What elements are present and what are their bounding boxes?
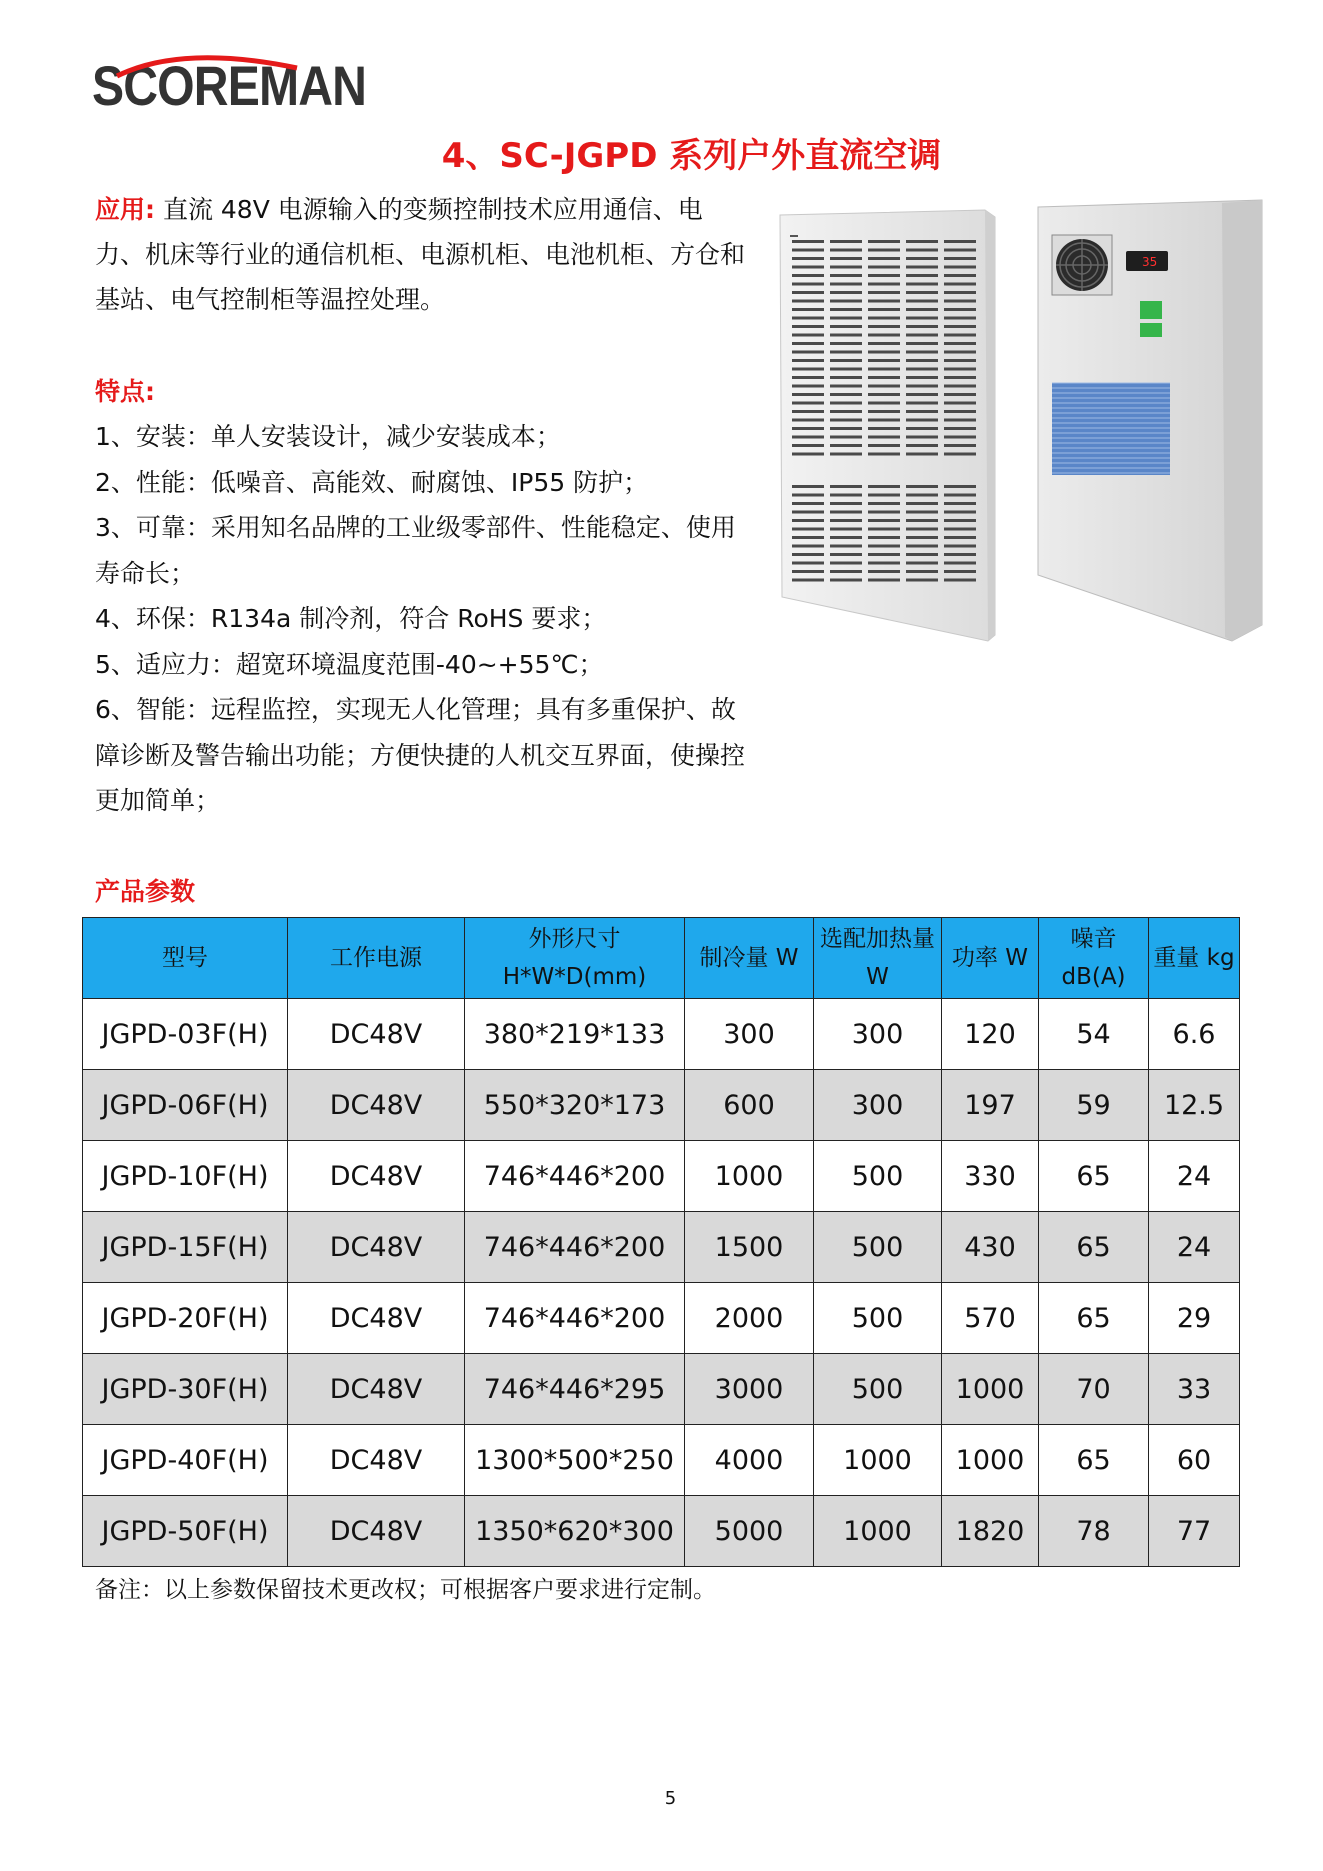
vent-slot (906, 494, 938, 497)
vent-slot (830, 351, 862, 354)
vent-slot (944, 536, 976, 539)
vent-slot (792, 240, 824, 243)
vent-slot (868, 283, 900, 286)
vent-slot (906, 240, 938, 243)
vent-slot (830, 545, 862, 548)
vent-slot (830, 249, 862, 252)
table-cell: 65 (1039, 1283, 1149, 1354)
table-cell: DC48V (288, 1354, 465, 1425)
table-cell: 65 (1039, 1425, 1149, 1496)
controller-display (1126, 251, 1168, 271)
vent-slot (944, 359, 976, 362)
vent-slot (944, 545, 976, 548)
vent-slot (830, 570, 862, 573)
table-row (83, 1070, 1240, 1141)
vent-slot (792, 553, 824, 556)
vent-slot (792, 342, 824, 345)
vent-slot (830, 502, 862, 505)
vent-slot (792, 444, 824, 447)
vent-slot (944, 485, 976, 488)
vent-slot (906, 300, 938, 303)
table-cell: 380*219*133 (465, 999, 685, 1070)
table-cell: DC48V (288, 999, 465, 1070)
vent-slot (868, 257, 900, 260)
vent-slot (792, 300, 824, 303)
vent-slot (868, 519, 900, 522)
vent-slot (944, 419, 976, 422)
vent-slot (868, 453, 900, 456)
vent-slot (792, 436, 824, 439)
vent-slot (944, 274, 976, 277)
table-cell: 330 (942, 1141, 1039, 1212)
col-header: 重量 kg (1149, 918, 1240, 999)
vent-slot (868, 485, 900, 488)
table-cell: 1000 (942, 1354, 1039, 1425)
vent-slot (792, 519, 824, 522)
table-cell: 570 (942, 1283, 1039, 1354)
table-cell: DC48V (288, 1141, 465, 1212)
vent-slot (868, 419, 900, 422)
vent-slot (792, 562, 824, 565)
table-cell: 12.5 (1149, 1070, 1240, 1141)
table-cell: 65 (1039, 1141, 1149, 1212)
vent-slot (830, 579, 862, 582)
vent-slot (792, 528, 824, 531)
vent-slot (906, 453, 938, 456)
vent-slot (830, 519, 862, 522)
col-header: 工作电源 (288, 918, 465, 999)
logo-swoosh-icon (112, 50, 302, 80)
display-readout: 35 (1142, 255, 1158, 269)
vent-slot (944, 325, 976, 328)
vent-slot (906, 562, 938, 565)
features-heading: 特点: (95, 377, 155, 406)
table-cell: 746*446*200 (465, 1141, 685, 1212)
table-cell: DC48V (288, 1496, 465, 1567)
vent-slot (906, 536, 938, 539)
vent-slot (906, 427, 938, 430)
vent-slot (868, 545, 900, 548)
vent-slot (792, 410, 824, 413)
vent-slot (868, 317, 900, 320)
fan-icon (1052, 235, 1112, 295)
vent-slot (830, 402, 862, 405)
vent-slot (868, 240, 900, 243)
col-header: 功率 W (942, 918, 1039, 999)
vent-slot (792, 283, 824, 286)
vent-slot (830, 419, 862, 422)
vent-slot (944, 511, 976, 514)
params-heading: 产品参数 (95, 877, 196, 906)
vent-slot (944, 502, 976, 505)
vent-slot (792, 249, 824, 252)
vent-slot (944, 240, 976, 243)
vent-slot (944, 351, 976, 354)
vent-slot (868, 274, 900, 277)
vent-slot (830, 453, 862, 456)
feature-item: 2、性能：低噪音、高能效、耐腐蚀、IP55 防护； (95, 467, 649, 497)
vent-slot (868, 511, 900, 514)
vent-slot (868, 579, 900, 582)
table-row (83, 1141, 1240, 1212)
col-header: 型号 (83, 918, 288, 999)
vent-slot (792, 291, 824, 294)
table-cell: 24 (1149, 1212, 1240, 1283)
footnote: 备注：以上参数保留技术更改权；可根据客户要求进行定制。 (95, 1577, 716, 1603)
vent-slot (868, 308, 900, 311)
vent-slot (944, 436, 976, 439)
table-cell: 300 (685, 999, 814, 1070)
vent-slot (868, 410, 900, 413)
vent-slot (944, 257, 976, 260)
table-cell: 500 (814, 1283, 942, 1354)
table-cell: 5000 (685, 1496, 814, 1567)
front-unit (780, 210, 995, 641)
table-cell: JGPD-50F(H) (83, 1496, 288, 1567)
table-row (83, 1496, 1240, 1567)
table-cell: 430 (942, 1212, 1039, 1283)
vent-slot (792, 419, 824, 422)
vent-slot (792, 453, 824, 456)
vent-slot (830, 300, 862, 303)
condenser-grille (1052, 383, 1170, 475)
vent-slot (792, 511, 824, 514)
vent-slot (868, 570, 900, 573)
vent-slot (830, 385, 862, 388)
vent-slot (944, 562, 976, 565)
table-cell: 1000 (814, 1425, 942, 1496)
table-row (83, 1212, 1240, 1283)
vent-slot (792, 485, 824, 488)
table-cell: 70 (1039, 1354, 1149, 1425)
spec-table (82, 917, 1240, 1567)
table-cell: DC48V (288, 1283, 465, 1354)
vent-slot (830, 274, 862, 277)
table-cell: 2000 (685, 1283, 814, 1354)
table-cell: 1350*620*300 (465, 1496, 685, 1567)
vent-slot (906, 436, 938, 439)
vent-slot (792, 308, 824, 311)
vent-slot (868, 402, 900, 405)
vent-slot (792, 427, 824, 430)
vent-slot (868, 334, 900, 337)
vent-slot (830, 325, 862, 328)
col-header: 选配加热量 W (814, 918, 942, 999)
vent-slot (944, 494, 976, 497)
vent-slot (906, 410, 938, 413)
table-cell: 6.6 (1149, 999, 1240, 1070)
vent-slot (830, 291, 862, 294)
vent-slot (868, 351, 900, 354)
vent-slot (830, 562, 862, 565)
table-cell: 120 (942, 999, 1039, 1070)
table-cell: 33 (1149, 1354, 1240, 1425)
feature-item: 4、环保：R134a 制冷剂，符合 RoHS 要求； (95, 604, 607, 633)
vent-slot (792, 274, 824, 277)
vent-slot (944, 393, 976, 396)
vent-slot (868, 393, 900, 396)
vent-slot (906, 511, 938, 514)
table-cell: JGPD-06F(H) (83, 1070, 288, 1141)
table-cell: 59 (1039, 1070, 1149, 1141)
feature-item: 6、智能：远程监控，实现无人化管理；具有多重保护、故障诊断及警告输出功能；方便快捷的人机交互界面，使操控更加简单； (95, 695, 746, 815)
vent-slot (830, 266, 862, 269)
vent-slot (830, 240, 862, 243)
col-header: 外形尺寸 H*W*D(mm) (465, 918, 685, 999)
table-cell: 1000 (942, 1425, 1039, 1496)
table-cell: 746*446*200 (465, 1212, 685, 1283)
vent-slot (792, 494, 824, 497)
vent-slot (792, 257, 824, 260)
vent-slot (944, 444, 976, 447)
feature-item: 1、安装：单人安装设计，减少安装成本； (95, 422, 561, 451)
vent-slot (792, 393, 824, 396)
vent-slot (792, 359, 824, 362)
vent-slot (868, 300, 900, 303)
vent-slot (944, 266, 976, 269)
table-cell: 746*446*200 (465, 1283, 685, 1354)
table-cell: 77 (1149, 1496, 1240, 1567)
vent-slot (830, 283, 862, 286)
vent-slot (792, 266, 824, 269)
table-cell: 550*320*173 (465, 1070, 685, 1141)
vent-slot (868, 536, 900, 539)
vent-slot (868, 291, 900, 294)
application-paragraph (95, 187, 745, 322)
application-label: 应用: (95, 195, 155, 224)
table-cell: 54 (1039, 999, 1149, 1070)
vent-slot (830, 536, 862, 539)
vent-slot (906, 317, 938, 320)
vent-slot (906, 402, 938, 405)
vent-slot (906, 283, 938, 286)
table-cell: 500 (814, 1354, 942, 1425)
rear-unit (1038, 200, 1262, 641)
table-cell: 65 (1039, 1212, 1149, 1283)
table-cell: 78 (1039, 1496, 1149, 1567)
vent-slot (792, 368, 824, 371)
vent-slot (792, 402, 824, 405)
vent-slot (944, 385, 976, 388)
vent-slot (830, 528, 862, 531)
table-cell: 500 (814, 1212, 942, 1283)
vent-slot (906, 553, 938, 556)
table-cell: 600 (685, 1070, 814, 1141)
vent-slot (868, 427, 900, 430)
vent-slot (944, 427, 976, 430)
vent-slot (830, 553, 862, 556)
table-cell: 300 (814, 1070, 942, 1141)
vent-slot (906, 325, 938, 328)
vent-slot (868, 376, 900, 379)
features-list (95, 414, 755, 824)
vent-slot (868, 249, 900, 252)
table-cell: JGPD-20F(H) (83, 1283, 288, 1354)
table-row (83, 1354, 1240, 1425)
table-cell: 3000 (685, 1354, 814, 1425)
feature-item: 3、可靠：采用知名品牌的工业级零部件、性能稳定、使用寿命长； (95, 513, 736, 588)
vent-slot (830, 359, 862, 362)
vent-slot (906, 308, 938, 311)
vent-slot (944, 334, 976, 337)
vent-slot (830, 410, 862, 413)
vent-slot (830, 494, 862, 497)
table-cell: 1000 (685, 1141, 814, 1212)
table-cell: 1000 (814, 1496, 942, 1567)
vent-slot (868, 368, 900, 371)
page-title: 4、SC-JGPD 系列户外直流空调 (441, 136, 942, 176)
vent-slot (944, 283, 976, 286)
vent-slot (792, 325, 824, 328)
vent-slot (906, 528, 938, 531)
vent-slot (906, 257, 938, 260)
table-row (83, 999, 1240, 1070)
vent-slot (792, 334, 824, 337)
vent-slot (792, 579, 824, 582)
vent-slot (906, 368, 938, 371)
vent-slot (944, 376, 976, 379)
table-cell: 1820 (942, 1496, 1039, 1567)
table-cell: 4000 (685, 1425, 814, 1496)
table-cell: 60 (1149, 1425, 1240, 1496)
vent-slot (906, 359, 938, 362)
terminal-block (1140, 301, 1162, 319)
vent-slot (906, 342, 938, 345)
table-cell: DC48V (288, 1212, 465, 1283)
application-text: 直流 48V 电源输入的变频控制技术应用通信、电力、机床等行业的通信机柜、电源机柜、电池机柜、方仓和基站、电气控制柜等温控处理。 (95, 195, 746, 314)
vent-slot (944, 291, 976, 294)
table-cell: JGPD-03F(H) (83, 999, 288, 1070)
vent-slot (944, 249, 976, 252)
vent-slot (868, 359, 900, 362)
vent-slot (944, 453, 976, 456)
vent-slot (906, 444, 938, 447)
vent-slot (830, 334, 862, 337)
vent-slot (792, 502, 824, 505)
brand-logo: SCOREMAN (92, 54, 367, 117)
table-cell: JGPD-30F(H) (83, 1354, 288, 1425)
table-cell: DC48V (288, 1425, 465, 1496)
vent-slot (906, 376, 938, 379)
vent-slot (792, 385, 824, 388)
col-header: 噪音 dB(A) (1039, 918, 1149, 999)
vent-slot (830, 342, 862, 345)
table-cell: DC48V (288, 1070, 465, 1141)
vent-slot (906, 274, 938, 277)
vent-slot (944, 553, 976, 556)
table-cell: 1300*500*250 (465, 1425, 685, 1496)
vent-slot (792, 570, 824, 573)
vent-slot (830, 317, 862, 320)
vent-slot (906, 502, 938, 505)
vent-slot (830, 257, 862, 260)
vent-slot (792, 351, 824, 354)
table-cell: JGPD-40F(H) (83, 1425, 288, 1496)
vent-slot (792, 545, 824, 548)
vent-slot (868, 444, 900, 447)
product-image (770, 195, 1270, 655)
vent-slot (868, 436, 900, 439)
vent-slot (906, 485, 938, 488)
vent-slot (868, 385, 900, 388)
vent-slot (868, 266, 900, 269)
vent-slot (830, 376, 862, 379)
vent-slot (792, 536, 824, 539)
vent-slot (944, 317, 976, 320)
table-cell: 197 (942, 1070, 1039, 1141)
vent-slot (906, 266, 938, 269)
table-cell: JGPD-10F(H) (83, 1141, 288, 1212)
table-cell: 500 (814, 1141, 942, 1212)
vent-slot (830, 485, 862, 488)
vent-slot (906, 419, 938, 422)
vent-slot (792, 376, 824, 379)
vent-slot (944, 342, 976, 345)
vent-slot (868, 342, 900, 345)
vent-slot (906, 393, 938, 396)
vent-slot (944, 368, 976, 371)
vent-slot (868, 562, 900, 565)
vent-slot (944, 528, 976, 531)
vent-slot (868, 325, 900, 328)
vent-slot (830, 427, 862, 430)
vent-slot (906, 351, 938, 354)
table-cell: 29 (1149, 1283, 1240, 1354)
vent-slot (830, 511, 862, 514)
vent-slot (906, 291, 938, 294)
vent-slot (944, 410, 976, 413)
vent-slot (944, 570, 976, 573)
table-row (83, 1283, 1240, 1354)
vent-slot (906, 385, 938, 388)
page-number: 5 (664, 1788, 677, 1809)
vent-slot (830, 444, 862, 447)
vent-slot (868, 494, 900, 497)
vent-slot (906, 519, 938, 522)
vent-slot (792, 317, 824, 320)
terminal-block (1140, 323, 1162, 337)
table-cell: 24 (1149, 1141, 1240, 1212)
vent-slot (830, 393, 862, 396)
vent-slot (906, 570, 938, 573)
vent-slot (906, 579, 938, 582)
col-header: 制冷量 W (685, 918, 814, 999)
table-cell: 300 (814, 999, 942, 1070)
vent-slot (830, 308, 862, 311)
table-cell: 746*446*295 (465, 1354, 685, 1425)
table-cell: 1500 (685, 1212, 814, 1283)
table-row (83, 1425, 1240, 1496)
vent-slot (944, 519, 976, 522)
vent-slot (944, 300, 976, 303)
vent-slot (906, 334, 938, 337)
table-cell: JGPD-15F(H) (83, 1212, 288, 1283)
vent-slot (868, 528, 900, 531)
feature-item: 5、适应力：超宽环境温度范围-40~+55℃； (95, 649, 604, 679)
vent-slot (944, 402, 976, 405)
vent-slot (944, 308, 976, 311)
vent-slot (830, 368, 862, 371)
table-header-row (83, 918, 1240, 999)
vent-slot (830, 436, 862, 439)
vent-slot (906, 545, 938, 548)
vent-slot (868, 502, 900, 505)
vent-slot (906, 249, 938, 252)
vent-slot (868, 553, 900, 556)
vent-slot (944, 579, 976, 582)
